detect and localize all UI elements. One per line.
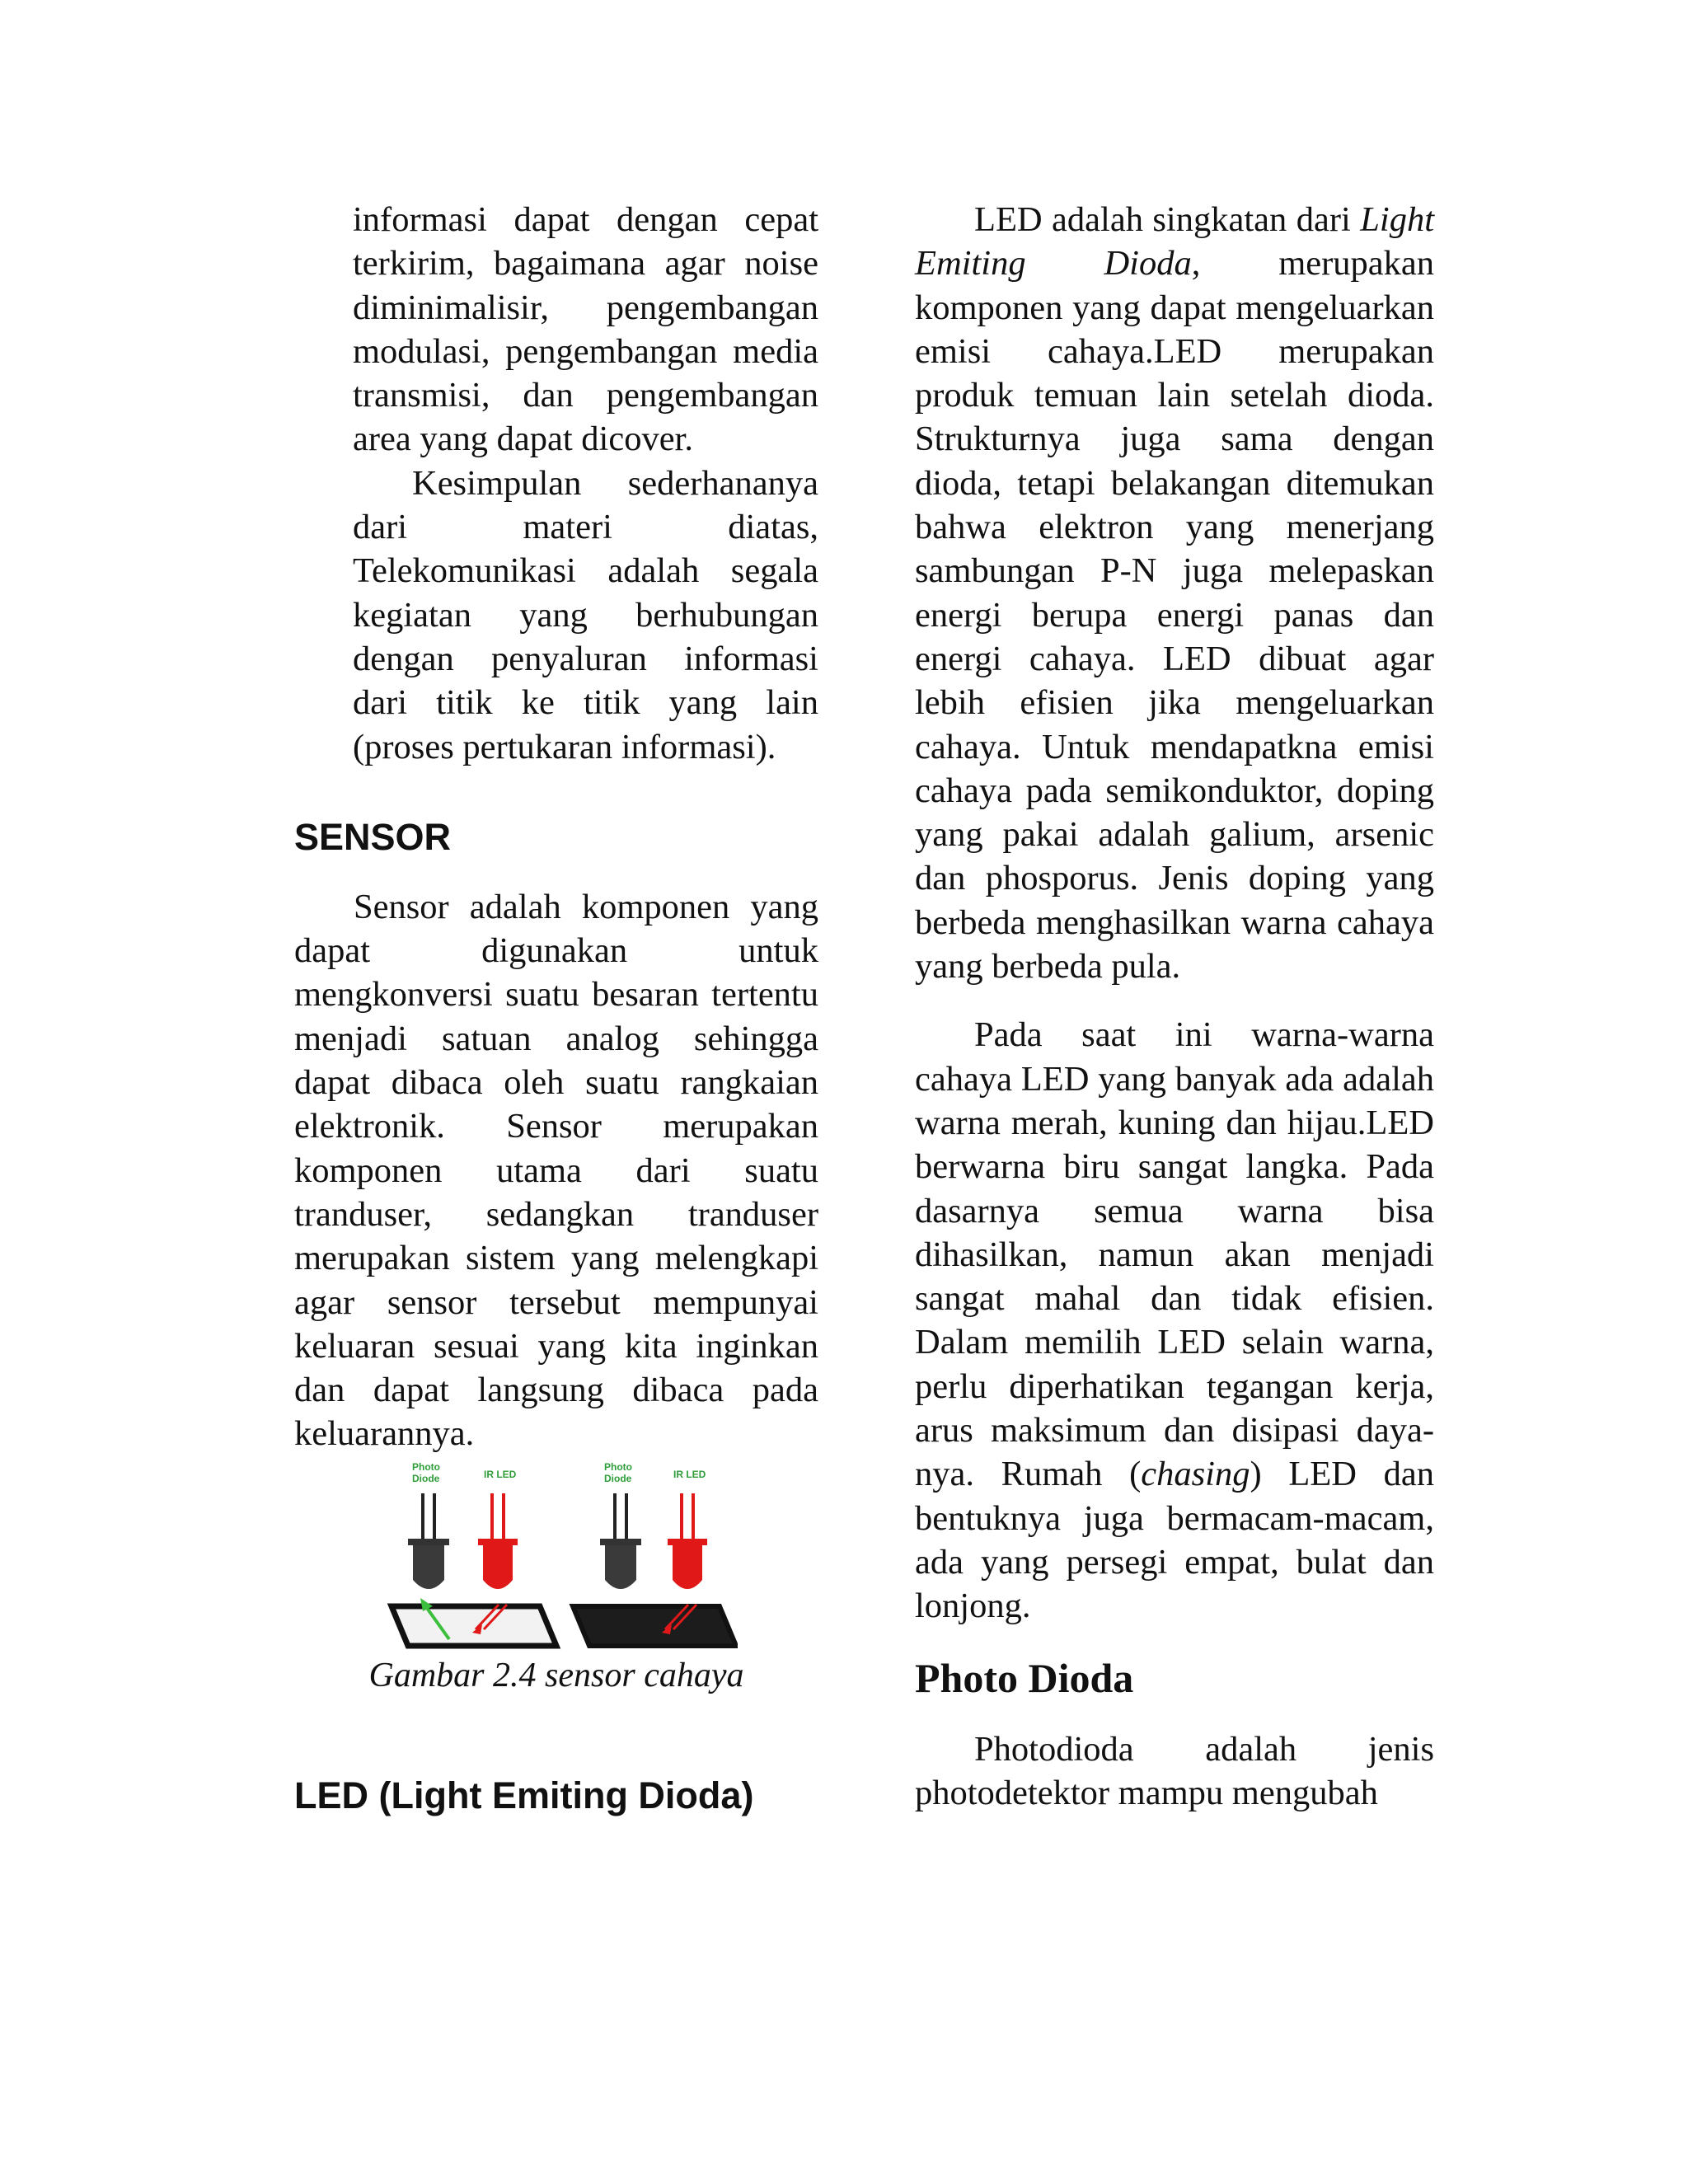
ir-led-left [478, 1493, 518, 1589]
label-irled-1: IR LED [484, 1468, 517, 1480]
figure-sensor-cahaya [294, 1456, 818, 1697]
heading-led: LED (Light Emiting Dioda) [294, 1774, 754, 1816]
led-colors-italic: chasing [1141, 1455, 1250, 1494]
label-photo-1: Photo [412, 1460, 440, 1473]
ir-led-right [668, 1493, 707, 1589]
paragraph-telekomunikasi-end: informasi dapat dengan cepat terkirim, bagaimana agar noise diminimalisir, pengembangan modulasi, pengembangan media transmisi, dan pengembangan area yang dapat dicover. [353, 200, 818, 459]
figure-caption: Gambar 2.4 sensor cahaya [368, 1656, 744, 1694]
led-colors-start: Pada saat ini warna-warna cahaya LED yang banyak ada adalah warna merah, kuning dan hijau.LED berwarna biru sangat langka. Pada dasarnya semua warna bisa dihasilkan, namun akan menjadi sangat mahal dan tidak efisien. Dalam memilih LED selain warna, perlu diperhatikan tegangan kerja, arus maksimum dan disipasi daya-nya. Rumah ( [915, 1015, 1434, 1494]
paragraph-led-colors [915, 1013, 1434, 1628]
label-irled-2: IR LED [673, 1468, 706, 1480]
sensor-illustration [375, 1456, 738, 1654]
right-column [915, 198, 1434, 1815]
paragraph-photodioda: Photodioda adalah jenis photodetektor mampu mengubah [915, 1729, 1434, 1812]
led-def-italic: Light Emiting Dioda [915, 200, 1435, 284]
photodiode-left [408, 1493, 449, 1589]
label-diode-2: Diode [604, 1472, 632, 1484]
led-def-rest: , merupakan komponen yang dapat mengeluarkan emisi cahaya.LED merupakan produk temuan lain setelah dioda. Strukturnya juga sama dengan dioda, tetapi belakangan ditemukan bahwa elektron yang menerjang sambungan P-N juga melepaskan energi berupa energi panas dan energi cahaya. LED dibuat agar lebih efisien jika mengeluarkan cahaya. Untuk mendapatkna emisi cahaya pada semikonduktor, doping yang pakai adalah galium, arsenic dan phosporus. Jenis doping yang berbeda menghasilkan warna cahaya yang berbeda pula. [915, 244, 1434, 987]
led-colors-rest: ) LED dan bentuknya juga bermacam-macam, ada yang persegi empat, bulat dan lonjong. [915, 1455, 1434, 1626]
left-column [294, 198, 818, 1819]
white-surface [392, 1606, 556, 1646]
label-photo-2: Photo [604, 1460, 632, 1473]
paragraph-kesimpulan: Kesimpulan sederhananya dari materi diatas, Telekomunikasi adalah segala kegiatan yang berhubungan dengan penyaluran informasi dari titik ke titik yang lain (proses pertukaran informasi). [353, 463, 818, 766]
heading-photo-dioda: Photo Dioda [915, 1654, 1134, 1701]
photodiode-right [600, 1493, 641, 1589]
label-diode-1: Diode [412, 1472, 440, 1484]
led-def-start: LED adalah singkatan dari [974, 200, 1351, 239]
paragraph-led-definition [915, 198, 1434, 988]
paragraph-sensor: Sensor adalah komponen yang dapat digunakan untuk mengkonversi suatu besaran tertentu menjadi satuan analog sehingga dapat dibaca oleh suatu rangkaian elektronik. Sensor merupakan komponen utama dari suatu tranduser, sedangkan tranduser merupakan sistem yang melengkapi agar sensor tersebut mempunyai keluaran sesuai yang kita inginkan dan dapat langsung dibaca pada keluarannya. [294, 887, 818, 1454]
black-surface [573, 1606, 736, 1646]
heading-sensor: SENSOR [294, 815, 452, 858]
